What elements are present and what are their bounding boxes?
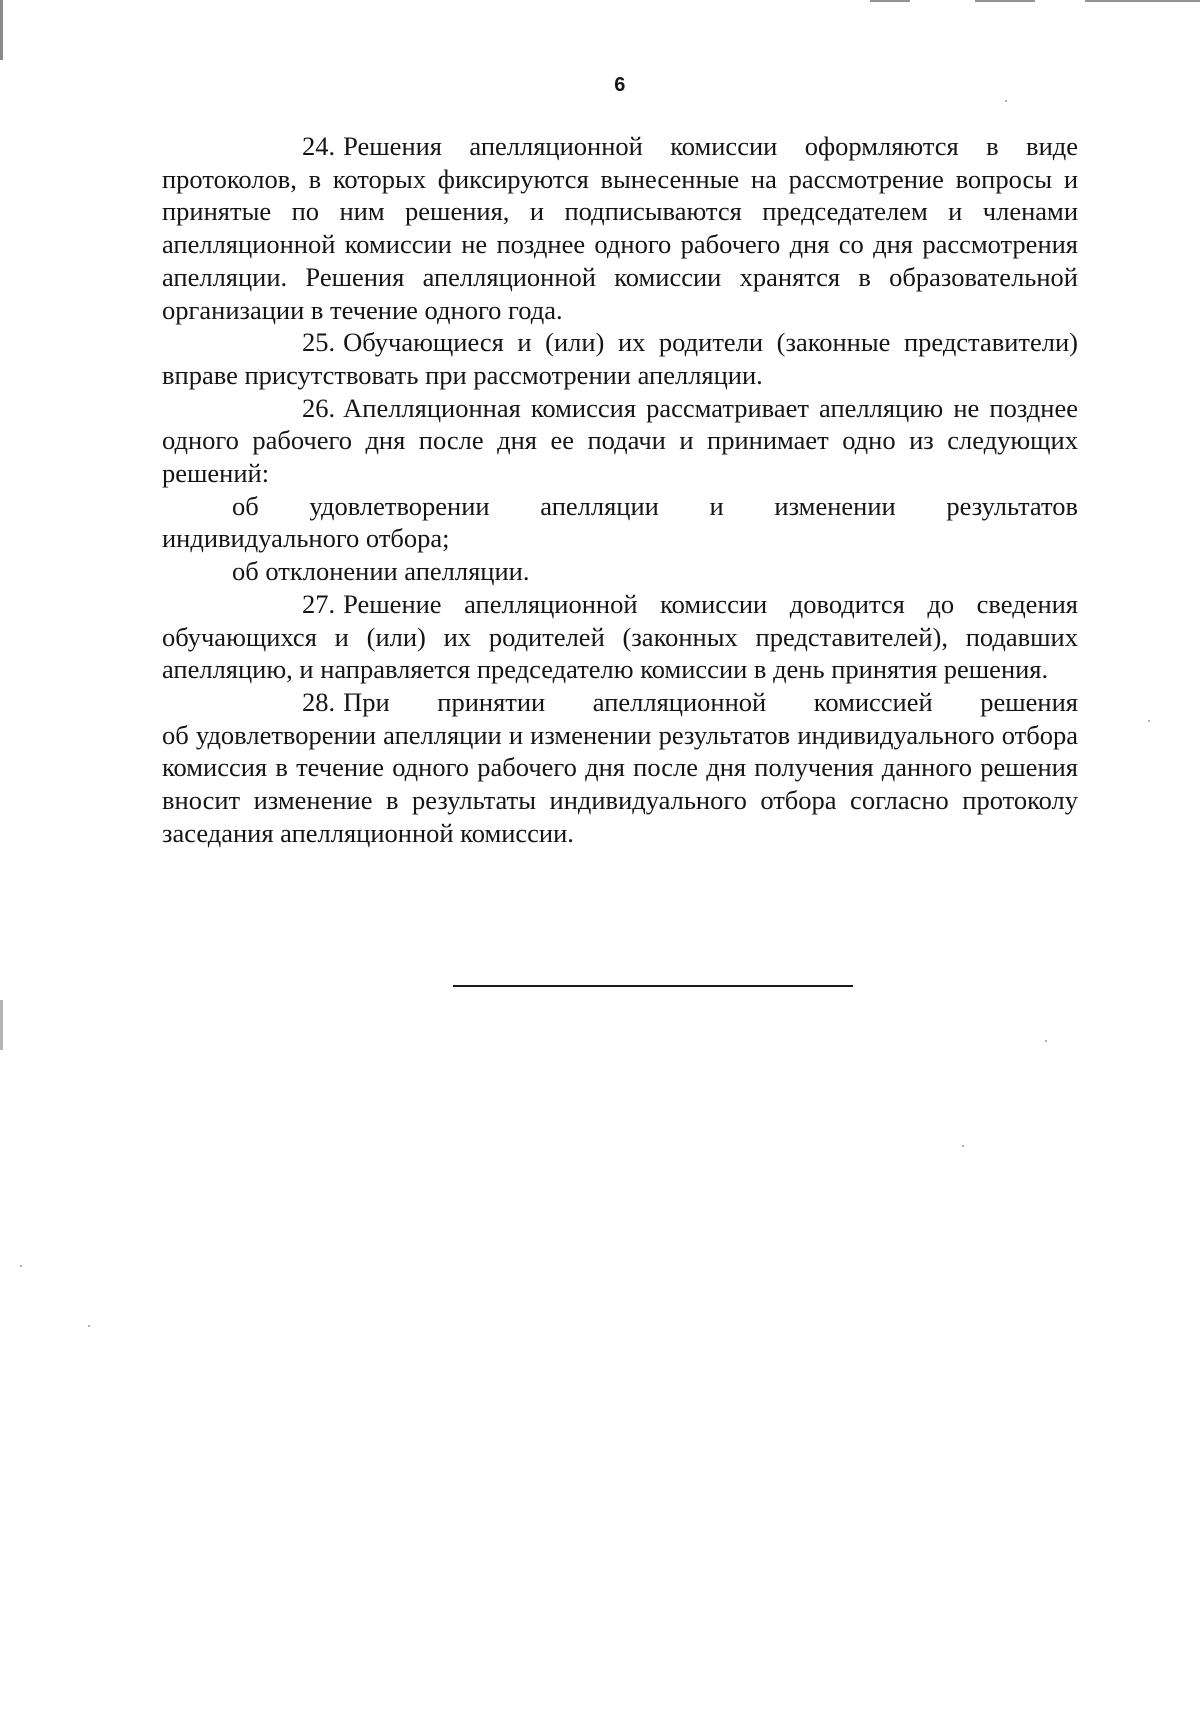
- paragraph-24-first-line: [162, 130, 1078, 163]
- paragraph-27: [162, 588, 1078, 686]
- paragraph-25: [162, 326, 1078, 391]
- paragraph-number: 24.: [302, 131, 336, 161]
- paragraph-24-body: протоколов, в которых фиксируются вынесенные на рассмотрение вопросы и принятые по ним решения, и подписываются председателем и членами апелляционной комиссии не позднее одного рабочего дня со дня рассмотрения апелляции. Решения апелляционной комиссии хранятся в образовательной организации в течение одного года.: [162, 163, 1078, 325]
- document-body: [162, 130, 1078, 849]
- scan-edge-mark: [1085, 0, 1200, 2]
- paragraph-text: Решения апелляционной комиссии оформляются в виде: [343, 131, 1078, 161]
- scan-edge-mark: [0, 1000, 3, 1050]
- paragraph-28-first-line: [162, 686, 1078, 719]
- scan-speck: [962, 1145, 964, 1147]
- scan-speck: [20, 1265, 22, 1267]
- paragraph-text: Решение апелляционной комиссии доводится до сведения обучающихся и (или) их родителей (законных представителей), подавших апелляцию, и направляется председателю комиссии в день принятия решения.: [162, 588, 1078, 685]
- scan-speck: [1045, 1040, 1047, 1042]
- scan-speck: [1005, 100, 1007, 102]
- decision-option-2: об отклонении апелляции.: [232, 556, 530, 587]
- paragraph-text: Апелляционная комиссия рассматривает апелляцию не позднее одного рабочего дня после дня ее подачи и принимает одно из следующих решений:: [162, 392, 1078, 489]
- decision-option-1-first-line: об удовлетворении апелляции и изменении результатов: [232, 490, 1078, 521]
- scan-edge-mark: [975, 0, 1035, 2]
- scan-edge-mark: [870, 0, 910, 2]
- page-number: 6: [614, 74, 626, 96]
- scan-speck: [88, 1325, 90, 1327]
- paragraph-text: Обучающиеся и (или) их родители (законные представители) вправе присутствовать при рассмотрении апелляции.: [162, 327, 1078, 390]
- paragraph-26: [162, 392, 1078, 490]
- scan-edge-mark: [0, 0, 3, 60]
- paragraph-text: При принятии апелляционной комиссией решения: [343, 686, 1078, 717]
- paragraph-number: 26.: [302, 392, 336, 423]
- paragraph-28-body: об удовлетворении апелляции и изменении результатов индивидуального отбора комиссия в течение одного рабочего дня после дня получения данного решения вносит изменение в результаты индивидуального отбора согласно протоколу заседания апелляционной комиссии.: [162, 719, 1078, 848]
- end-of-document-rule: [453, 985, 853, 987]
- scan-speck: [1148, 720, 1150, 722]
- decision-option-1-rest: индивидуального отбора;: [162, 523, 450, 554]
- paragraph-number: 28.: [302, 686, 336, 717]
- paragraph-number: 27.: [302, 588, 336, 619]
- paragraph-number: 25.: [302, 327, 336, 358]
